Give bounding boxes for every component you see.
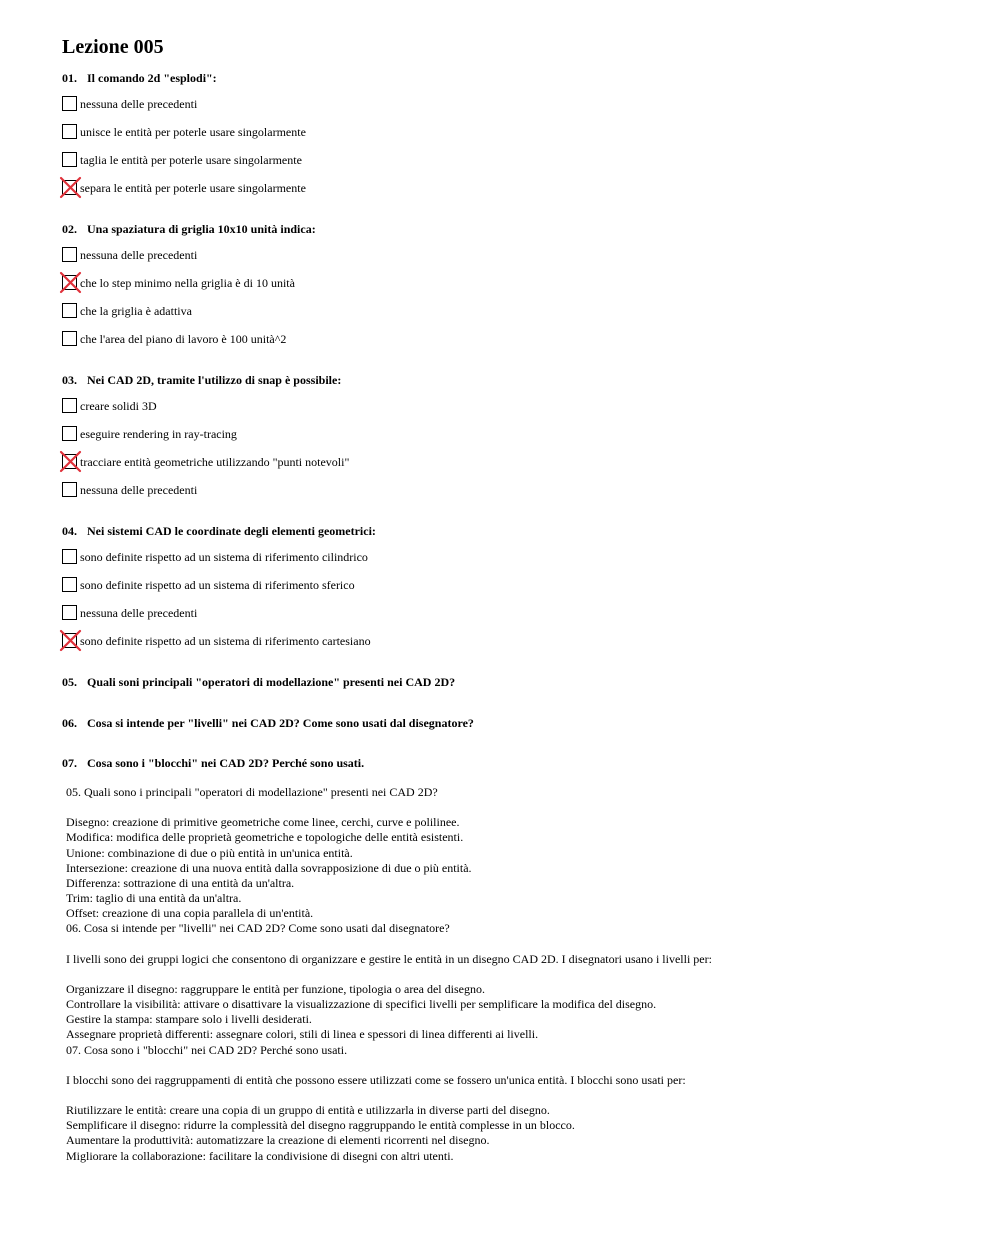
- option-label: sono definite rispetto ad un sistema di riferimento cilindrico: [80, 550, 368, 564]
- question-number: 05.: [62, 675, 77, 689]
- answer-text-line: I livelli sono dei gruppi logici che consentono di organizzare e gestire le entità in un disegno CAD 2D. I disegnatori usano i livelli per:: [66, 951, 712, 966]
- answer-text-line: Disegno: creazione di primitive geometriche come linee, cerchi, curve e polilinee.: [66, 815, 460, 830]
- answer-text-line: I blocchi sono dei raggruppamenti di entità che possono essere utilizzati come se fossero un'unica entità. I blocchi sono usati per:: [66, 1072, 686, 1087]
- checkbox-unchecked[interactable]: [62, 124, 77, 139]
- option-label: che lo step minimo nella griglia è di 10 unità: [80, 276, 295, 290]
- question-number: 07.: [62, 756, 77, 770]
- checkbox-unchecked[interactable]: [62, 152, 77, 167]
- answer-text-line: Organizzare il disegno: raggruppare le entità per funzione, tipologia o area del disegno.: [66, 981, 485, 996]
- option-label: nessuna delle precedenti: [80, 483, 198, 497]
- answer-text-line: Intersezione: creazione di una nuova entità dalla sovrapposizione di due o più entità.: [66, 860, 472, 875]
- question-text: Cosa si intende per "livelli" nei CAD 2D? Come sono usati dal disegnatore?: [87, 716, 474, 730]
- answer-text-line: 06. Cosa si intende per "livelli" nei CAD 2D? Come sono usati dal disegnatore?: [66, 921, 450, 936]
- question-number: 03.: [62, 373, 77, 387]
- cross-mark-icon: [59, 629, 82, 652]
- option-label: sono definite rispetto ad un sistema di riferimento sferico: [80, 578, 355, 592]
- option-label: taglia le entità per poterle usare singolarmente: [80, 153, 302, 167]
- checkbox-unchecked[interactable]: [62, 549, 77, 564]
- question-text: Quali soni principali "operatori di modellazione" presenti nei CAD 2D?: [87, 675, 456, 689]
- question-text: Il comando 2d "esplodi":: [87, 71, 217, 85]
- cross-mark-icon: [59, 271, 82, 294]
- checkbox-unchecked[interactable]: [62, 331, 77, 346]
- answer-text-line: Modifica: modifica delle proprietà geometriche e topologiche delle entità esistenti.: [66, 830, 464, 845]
- page-title: Lezione 005: [62, 36, 164, 58]
- checkbox-unchecked[interactable]: [62, 426, 77, 441]
- answer-text-line: Assegnare proprietà differenti: assegnare colori, stili di linea e spessori di linea differenti ai livelli.: [66, 1027, 539, 1042]
- question-6: [62, 715, 474, 731]
- question-number: 04.: [62, 524, 77, 538]
- question-number: 06.: [62, 716, 77, 730]
- question-4: [62, 523, 376, 539]
- question-7: [62, 755, 364, 771]
- answer-text-line: Unione: combinazione di due o più entità in un'unica entità.: [66, 845, 353, 860]
- checkbox-unchecked[interactable]: [62, 96, 77, 111]
- question-5: [62, 674, 455, 690]
- option-label: nessuna delle precedenti: [80, 606, 198, 620]
- answer-text-line: Controllare la visibilità: attivare o disattivare la visualizzazione di specifici livelli per semplificare la modifica del disegno.: [66, 997, 657, 1012]
- answer-text-line: Offset: creazione di una copia parallela di un'entità.: [66, 906, 314, 921]
- cross-mark-icon: [59, 176, 82, 199]
- checkbox-unchecked[interactable]: [62, 577, 77, 592]
- checkbox-unchecked[interactable]: [62, 605, 77, 620]
- answer-text-line: Semplificare il disegno: ridurre la complessità del disegno raggruppando le entità complesse in un blocco.: [66, 1118, 575, 1133]
- option-label: che la griglia è adattiva: [80, 304, 192, 318]
- question-1: [62, 70, 217, 86]
- option-label: nessuna delle precedenti: [80, 248, 198, 262]
- question-2: [62, 221, 316, 237]
- cross-mark-icon: [59, 450, 82, 473]
- option-label: tracciare entità geometriche utilizzando "punti notevoli": [80, 455, 350, 469]
- checkbox-unchecked[interactable]: [62, 247, 77, 262]
- option-label: che l'area del piano di lavoro è 100 unità^2: [80, 332, 287, 346]
- answer-text-line: Migliorare la collaborazione: facilitare la condivisione di disegni con altri utenti.: [66, 1148, 454, 1163]
- question-text: Cosa sono i "blocchi" nei CAD 2D? Perché sono usati.: [87, 756, 365, 770]
- question-text: Una spaziatura di griglia 10x10 unità indica:: [87, 222, 316, 236]
- question-number: 01.: [62, 71, 77, 85]
- checkbox-unchecked[interactable]: [62, 398, 77, 413]
- option-label: eseguire rendering in ray-tracing: [80, 427, 237, 441]
- question-text: Nei sistemi CAD le coordinate degli elementi geometrici:: [87, 524, 376, 538]
- question-3: [62, 372, 341, 388]
- answer-text-line: Trim: taglio di una entità da un'altra.: [66, 891, 242, 906]
- answer-text-line: 07. Cosa sono i "blocchi" nei CAD 2D? Perché sono usati.: [66, 1042, 348, 1057]
- option-label: sono definite rispetto ad un sistema di riferimento cartesiano: [80, 634, 371, 648]
- option-label: nessuna delle precedenti: [80, 97, 198, 111]
- option-label: separa le entità per poterle usare singolarmente: [80, 181, 306, 195]
- answer-text-line: Aumentare la produttività: automatizzare la creazione di elementi ricorrenti nel disegno.: [66, 1133, 490, 1148]
- question-number: 02.: [62, 222, 77, 236]
- option-label: unisce le entità per poterle usare singolarmente: [80, 125, 306, 139]
- option-label: creare solidi 3D: [80, 399, 157, 413]
- checkbox-unchecked[interactable]: [62, 303, 77, 318]
- question-text: Nei CAD 2D, tramite l'utilizzo di snap è possibile:: [87, 373, 342, 387]
- checkbox-unchecked[interactable]: [62, 482, 77, 497]
- answer-text-line: 05. Quali sono i principali "operatori di modellazione" presenti nei CAD 2D?: [66, 785, 438, 799]
- answer-text-line: Differenza: sottrazione di una entità da un'altra.: [66, 875, 295, 890]
- answer-text-line: Riutilizzare le entità: creare una copia di un gruppo di entità e utilizzarla in diverse parti del disegno.: [66, 1103, 550, 1118]
- answer-text-line: Gestire la stampa: stampare solo i livelli desiderati.: [66, 1012, 312, 1027]
